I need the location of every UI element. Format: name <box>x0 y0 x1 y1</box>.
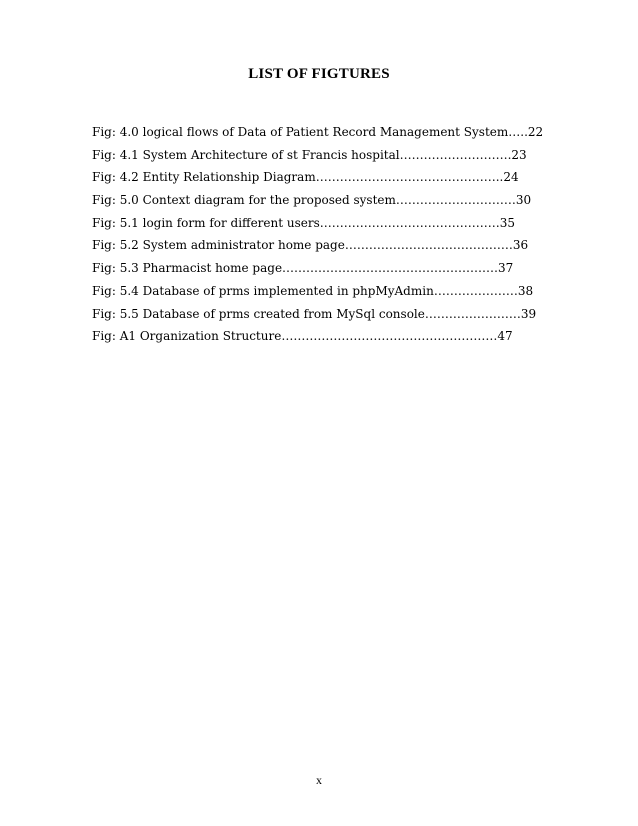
figure-entry: Fig: A1 Organization Structure………………………………………………47 <box>92 329 513 344</box>
page-number: x <box>316 773 322 787</box>
figure-entry: Fig: 4.0 logical flows of Data of Patient Record Management System…..22 <box>92 125 544 139</box>
figure-entry: Fig: 5.0 Context diagram for the proposed system…………………………30 <box>92 193 532 208</box>
figure-entry: Fig: 5.4 Database of prms implemented in phpMyAdmin…………………38 <box>92 283 534 298</box>
figure-entry: Fig: 4.2 Entity Relationship Diagram………………………………………..24 <box>92 170 519 185</box>
figure-entry: Fig: 5.3 Pharmacist home page………………………………………………37 <box>92 261 514 276</box>
figure-list <box>92 121 548 348</box>
page-title: LIST OF FIGTURES <box>248 66 390 82</box>
figure-entry: Fig: 5.1 login form for different users………………………………………35 <box>92 215 516 230</box>
figure-entry: Fig: 4.1 System Architecture of st Francis hospital……………………….23 <box>92 147 527 162</box>
figure-entry: Fig: 5.2 System administrator home page……………………………………36 <box>92 238 529 253</box>
figure-entry: Fig: 5.5 Database of prms created from MySql console……………………39 <box>92 306 537 321</box>
